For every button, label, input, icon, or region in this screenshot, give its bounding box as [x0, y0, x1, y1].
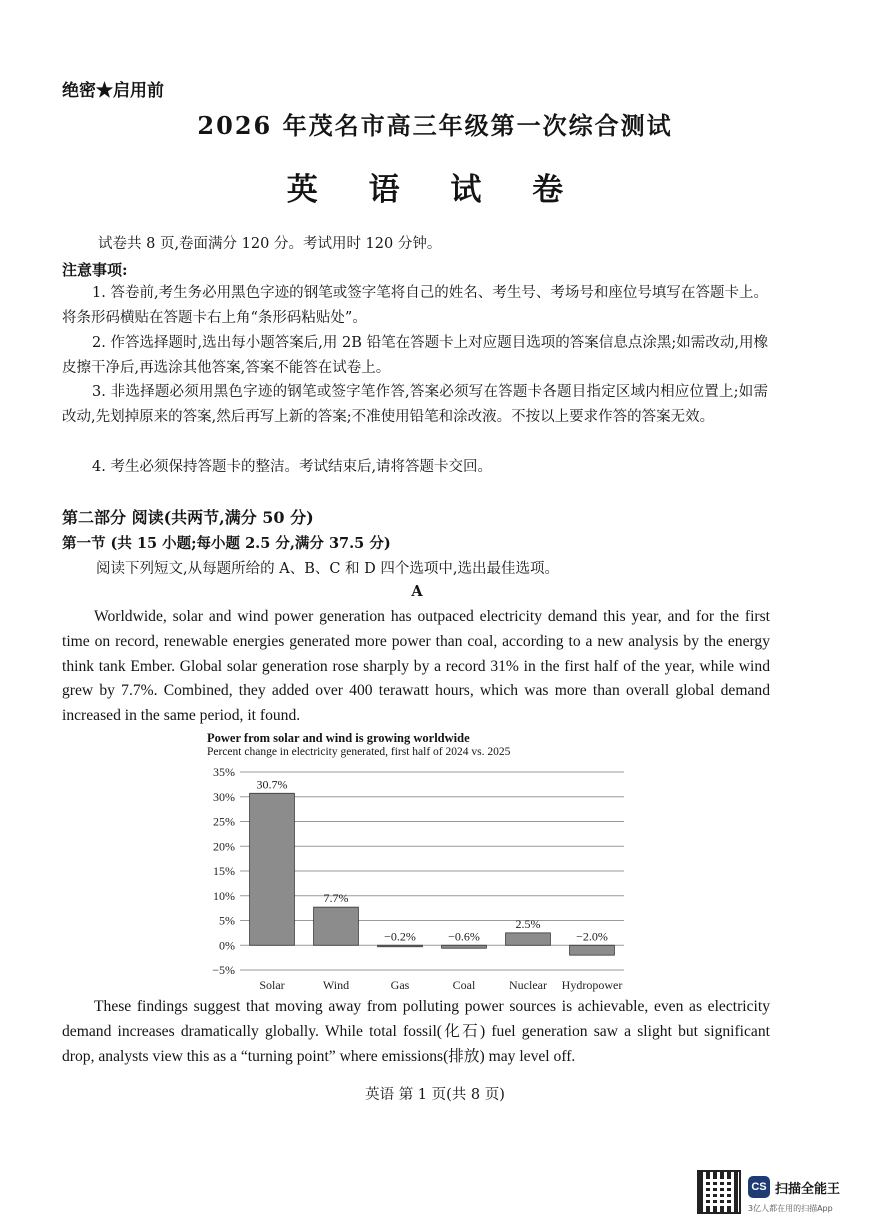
- bar-hydropower: [570, 945, 615, 955]
- passage-paragraph-1: Worldwide, solar and wind power generation has outpaced electricity demand this year, and for the first time on record, renewable energies generated more power than coal, according to a new analysis by the energy think tank Ember. Global solar generation rose sharply by a record 31% in the first half of the year, while wind grew by 7.7%. Combined, they added over 400 terawatt hours, which was more than overall global demand increased in the same period, it found.: [62, 608, 770, 725]
- bar-nuclear: [506, 933, 551, 945]
- bar-wind: [314, 907, 359, 945]
- data-label: −0.2%: [384, 929, 416, 944]
- passage-label: A: [411, 583, 423, 600]
- data-label: −2.0%: [576, 929, 608, 944]
- x-tick-label: Nuclear: [509, 978, 547, 992]
- passage-paragraph-2: These findings suggest that moving away from polluting power sources is achievable, even as electricity demand increases dramatically globally. While total fossil(化石) fuel generation saw a slight but significant drop, analysts view this as a “turning point” where emissions(排放) may level off.: [62, 998, 770, 1065]
- bar-solar: [250, 793, 295, 945]
- data-labels: [257, 777, 608, 943]
- notice-item-3: 3. 非选择题必须用黑色字迹的钢笔或签字笔作答,答案必须写在答题卡各题目指定区域内相应位置上;如需改动,先划掉原来的答案,然后再写上新的答案;不准使用铅笔和涂改液。不按以上要求作答的答案无效。: [62, 384, 768, 425]
- exam-title: 2026 年茂名市高三年级第一次综合测试: [197, 111, 673, 140]
- y-tick-label: −5%: [212, 963, 235, 977]
- part-two-heading: 第二部分 阅读(共两节,满分 50 分): [62, 508, 314, 527]
- chart-subtitle: Percent change in electricity generated, first half of 2024 vs. 2025: [207, 746, 511, 758]
- y-tick-label: 5%: [219, 913, 235, 928]
- camscanner-tagline: 3亿人都在用的扫描App: [748, 1204, 833, 1213]
- y-tick-label: 15%: [213, 864, 235, 878]
- x-tick-label: Gas: [390, 978, 410, 992]
- y-tick-label: 35%: [213, 765, 235, 779]
- reading-instruction: 阅读下列短文,从每题所给的 A、B、C 和 D 四个选项中,选出最佳选项。: [96, 561, 559, 577]
- notice-item-2: 2. 作答选择题时,选出每小题答案后,用 2B 铅笔在答题卡上对应题目选项的答案信息点涂黑;如需改动,用橡皮擦干净后,再选涂其他答案,答案不能答在试卷上。: [62, 335, 768, 376]
- notice-item-1: 1. 答卷前,考生务必用黑色字迹的钢笔或签字笔将自己的姓名、考生号、考场号和座位号填写在答题卡上。将条形码横贴在答题卡右上角“条形码粘贴处”。: [62, 285, 768, 326]
- data-label: 30.7%: [256, 777, 288, 792]
- bar-gas: [378, 945, 423, 947]
- exam-info: 试卷共 8 页,卷面满分 120 分。考试用时 120 分钟。: [98, 236, 442, 252]
- x-tick-label: Wind: [322, 978, 350, 992]
- qr-code-icon: [697, 1170, 741, 1214]
- chart-bars: [250, 793, 615, 955]
- data-label: −0.6%: [448, 929, 480, 944]
- y-tick-label: 10%: [213, 888, 235, 903]
- data-label: 2.5%: [515, 916, 541, 931]
- subject-title: 英 语 试 卷: [286, 172, 584, 208]
- x-tick-label: Solar: [259, 978, 285, 992]
- bar-chart: [200, 760, 640, 995]
- confidential-label: 绝密★启用前: [62, 81, 164, 101]
- camscanner-logo: CS: [748, 1176, 770, 1198]
- y-tick-label: 30%: [213, 789, 235, 804]
- camscanner-name: 扫描全能王: [775, 1182, 841, 1197]
- chart-title: Power from solar and wind is growing worldwide: [207, 731, 470, 745]
- notice-item-4: 4. 考生必须保持答题卡的整洁。考试结束后,请将答题卡交回。: [92, 459, 493, 475]
- section-one-heading: 第一节 (共 15 小题;每小题 2.5 分,满分 37.5 分): [62, 535, 391, 552]
- x-tick-label: Hydropower: [561, 978, 623, 992]
- y-axis-ticks: [212, 765, 235, 977]
- y-tick-label: 20%: [213, 839, 235, 854]
- y-tick-label: 0%: [219, 938, 235, 953]
- x-tick-label: Coal: [452, 978, 476, 992]
- notice-heading: 注意事项:: [62, 261, 128, 279]
- y-tick-label: 25%: [213, 814, 235, 829]
- data-label: 7.7%: [323, 891, 349, 906]
- bar-coal: [442, 945, 487, 948]
- page-footer: 英语 第 1 页(共 8 页): [365, 1087, 505, 1103]
- chart-grid: [240, 772, 624, 970]
- x-axis-labels: [259, 978, 622, 992]
